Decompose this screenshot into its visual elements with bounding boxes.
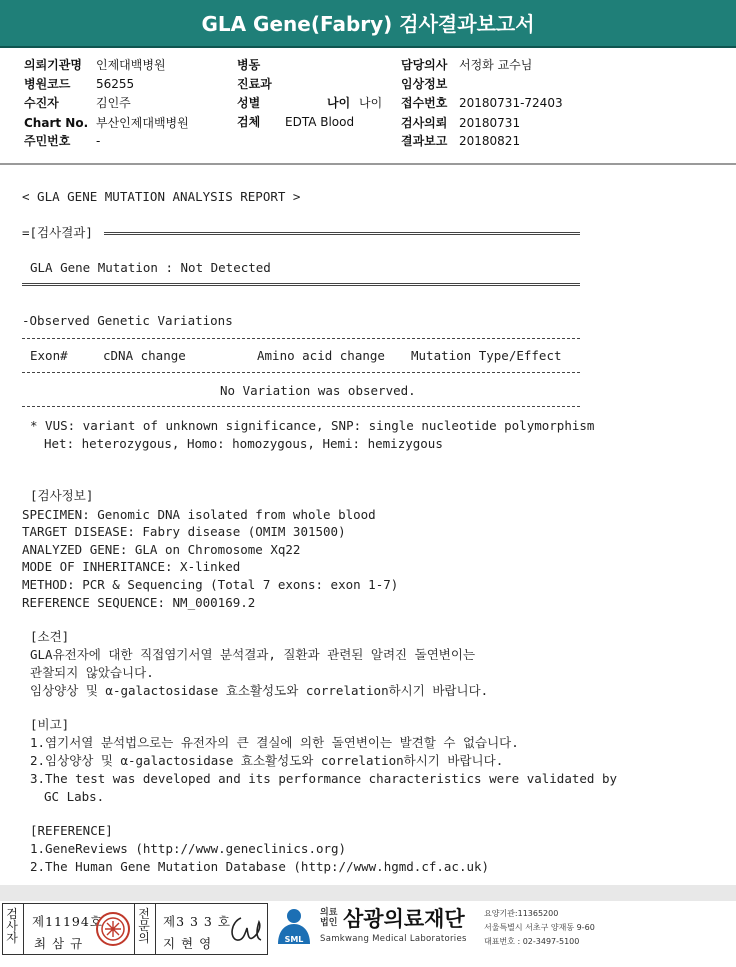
chart-no-row: [24, 114, 189, 132]
age-label: 나이: [327, 96, 351, 110]
reference-title: [REFERENCE]: [30, 823, 113, 838]
specialist-label-text: 전문의: [138, 907, 150, 945]
finding-line: 임상양상 및 α-galactosidase 효소활성도와 correlation하시기 바랍니다.: [30, 683, 489, 698]
report-title: GLA Gene(Fabry) 검사결과보고서: [0, 0, 736, 48]
examiner-name: 최 삼 규: [34, 936, 84, 951]
specimen-value: EDTA Blood: [285, 115, 355, 129]
chart-no-label: Chart No.: [24, 116, 89, 130]
info-line: REFERENCE SEQUENCE: NM_000169.2: [22, 595, 256, 610]
header-mutation: Mutation Type/Effect: [411, 348, 562, 363]
header-cdna: cDNA change: [103, 348, 186, 363]
doctor-row: [401, 56, 532, 74]
report-date-row: [401, 132, 520, 150]
signature-divider: [155, 904, 156, 954]
logo-text: SML: [284, 935, 304, 944]
finding-line: 관찰되지 않았습니다.: [30, 665, 154, 680]
age-row: [327, 94, 382, 112]
report-header: < GLA GENE MUTATION ANALYSIS REPORT >: [22, 189, 301, 204]
footer-separator: [0, 885, 736, 901]
note-title: [비고]: [30, 717, 70, 732]
info-title: [검사정보]: [30, 488, 94, 503]
info-line: ANALYZED GENE: GLA on Chromosome Xq22: [22, 542, 301, 557]
no-variation: No Variation was observed.: [220, 383, 416, 398]
request-date-label: 검사의뢰: [401, 116, 448, 130]
hospital-code-row: [24, 75, 134, 93]
org-name: 삼광의료재단: [343, 907, 465, 931]
examiner-no: 제11194호: [32, 914, 103, 929]
report-date-value: 20180821: [459, 134, 521, 148]
finding-title: [소견]: [30, 629, 70, 644]
doctor-value: 서정화 교수님: [459, 58, 533, 72]
specimen-label: 검체: [237, 115, 261, 129]
department-row: [237, 75, 272, 93]
sex-label: 성별: [237, 96, 261, 110]
reference-line: 2.The Human Gene Mutation Database (http://www.hgmd.cf.ac.uk): [30, 859, 490, 874]
age-value: 나이: [359, 96, 383, 110]
info-line: MODE OF INHERITANCE: X-linked: [22, 559, 241, 574]
signature-divider: [134, 904, 135, 954]
org-english: Samkwang Medical Laboratories: [320, 934, 467, 944]
observed-title: -Observed Genetic Variations: [22, 313, 233, 328]
specialist-label: [138, 908, 152, 944]
ward-row: [237, 56, 260, 74]
note-line: 2.임상양상 및 α-galactosidase 효소활성도와 correlation하시기 바랍니다.: [30, 753, 504, 768]
institution-row: [24, 56, 166, 74]
doctor-label: 담당의사: [401, 58, 448, 72]
resident-no-value: -: [96, 134, 101, 148]
examiner-label-text: 검사자: [6, 907, 18, 945]
collector-value: 김인주: [96, 96, 131, 110]
specialist-name: 지 현 영: [163, 936, 213, 951]
clinical-info-row: [401, 75, 447, 93]
result-section-rule: [104, 232, 580, 235]
note-line: 3.The test was developed and its performance characteristics were validated by: [30, 771, 617, 786]
ward-label: 병동: [237, 58, 261, 72]
info-line: SPECIMEN: Genomic DNA isolated from whole blood: [22, 507, 376, 522]
info-line: TARGET DISEASE: Fabry disease (OMIM 301500): [22, 524, 346, 539]
receipt-no-row: [401, 94, 563, 112]
signature-divider: [23, 904, 24, 954]
specialist-no: 제3 3 3 호: [163, 914, 231, 929]
chart-no-value: 부산인제대백병원: [96, 116, 189, 130]
org-code: 요양기관:11365200: [484, 909, 559, 918]
header-amino: Amino acid change: [257, 348, 385, 363]
org-phone: 대표번호 : 02-3497-5100: [484, 937, 580, 946]
institution-value: 인제대백병원: [96, 58, 166, 72]
department-label: 진료과: [237, 77, 272, 91]
finding-line: GLA유전자에 대한 직접염기서열 분석결과, 질환과 관련된 알려진 돌연변이는: [30, 647, 476, 662]
footnote-2: Het: heterozygous, Homo: homozygous, Hemi: hemizygous: [44, 436, 443, 451]
header-exon: Exon#: [30, 348, 68, 363]
institution-label: 의뢰기관명: [24, 58, 82, 72]
info-line: METHOD: PCR & Sequencing (Total 7 exons: exon 1-7): [22, 577, 399, 592]
footnote-1: * VUS: variant of unknown significance, SNP: single nucleotide polymorphism: [30, 418, 595, 433]
org-prefix-line-2: 법인: [320, 918, 338, 928]
result-bottom-rule: [22, 283, 580, 286]
hospital-code-value: 56255: [96, 77, 135, 91]
specimen-row: [237, 113, 354, 131]
hospital-code-label: 병원코드: [24, 77, 71, 91]
seal-stamp-icon: [95, 910, 131, 948]
resident-no-label: 주민번호: [24, 134, 71, 148]
collector-label: 수진자: [24, 96, 59, 110]
header-divider: [0, 163, 736, 165]
sex-row: [237, 94, 260, 112]
receipt-no-value: 20180731-72403: [459, 96, 563, 110]
report-date-label: 결과보고: [401, 134, 448, 148]
signature-box: [2, 903, 268, 955]
org-prefix-line-1: 의료: [320, 908, 338, 918]
org-prefix: [320, 908, 337, 928]
table-header-rule: [22, 372, 580, 373]
samkwang-logo-icon: [272, 904, 316, 950]
clinical-info-label: 임상정보: [401, 77, 448, 91]
note-line: 1.염기서열 분석법으로는 유전자의 큰 결실에 의한 돌연변이는 발견할 수 없습니다.: [30, 735, 519, 750]
signature-icon: [225, 912, 265, 948]
table-bottom-rule: [22, 406, 580, 407]
examiner-label: [6, 908, 20, 944]
collector-row: [24, 94, 131, 112]
result-line: GLA Gene Mutation : Not Detected: [30, 260, 271, 275]
reference-line: 1.GeneReviews (http://www.geneclinics.org): [30, 841, 347, 856]
receipt-no-label: 접수번호: [401, 96, 448, 110]
request-date-row: [401, 114, 520, 132]
result-section-title: =[검사결과]: [22, 225, 93, 240]
patient-info: [0, 55, 736, 155]
request-date-value: 20180731: [459, 116, 521, 130]
resident-no-row: [24, 132, 100, 150]
note-line: GC Labs.: [44, 789, 105, 804]
table-top-rule: [22, 338, 580, 339]
org-address: 서울특별시 서초구 양재동 9-60: [484, 923, 595, 932]
